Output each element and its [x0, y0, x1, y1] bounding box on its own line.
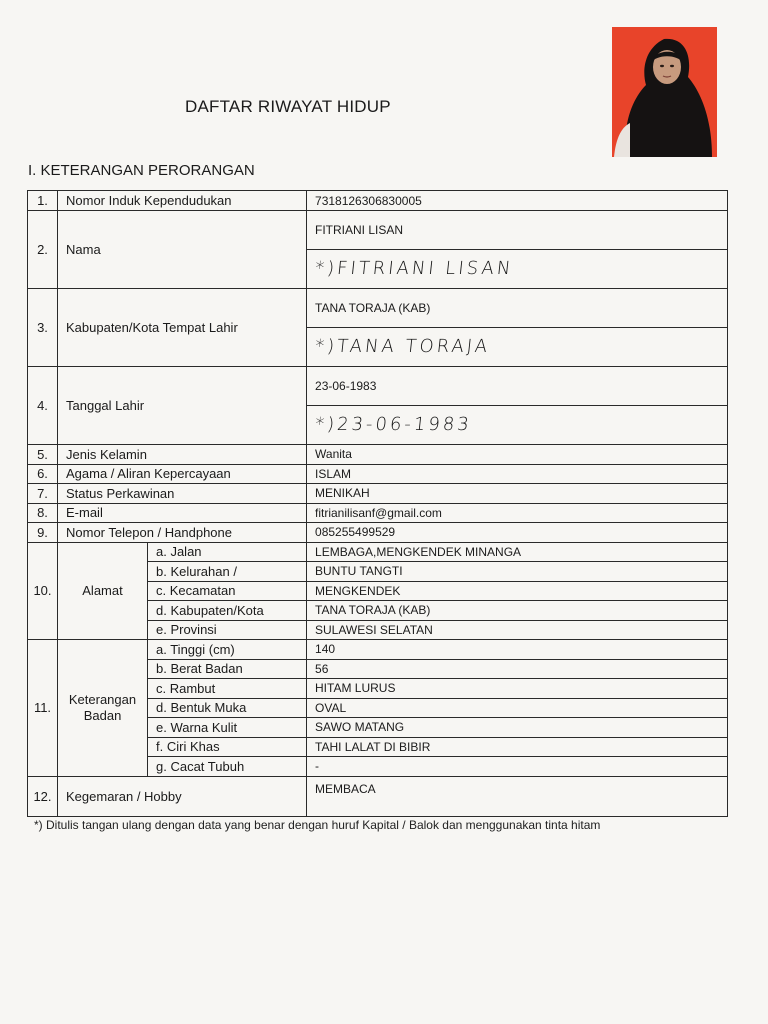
- field-label-telepon: Nomor Telepon / Handphone: [58, 523, 307, 543]
- row-number: 6.: [28, 464, 58, 484]
- field-value-agama: ISLAM: [307, 464, 728, 484]
- field-label-tempat-lahir: Kabupaten/Kota Tempat Lahir: [58, 289, 307, 367]
- sub-label-kabupaten: d. Kabupaten/Kota: [148, 601, 307, 621]
- profile-photo: [612, 27, 717, 157]
- row-number: 8.: [28, 503, 58, 523]
- field-value-nik: 7318126306830005: [307, 191, 728, 211]
- sub-label-kelurahan: b. Kelurahan /: [148, 562, 307, 582]
- row-email: [28, 503, 728, 523]
- row-hobby: [28, 776, 728, 816]
- field-value-tanggal-lahir: 23-06-1983: [307, 367, 728, 406]
- field-value-telepon: 085255499529: [307, 523, 728, 543]
- sub-label-ciri-khas: f. Ciri Khas: [148, 737, 307, 757]
- sub-label-jalan: a. Jalan: [148, 542, 307, 562]
- row-status-perkawinan: [28, 484, 728, 504]
- row-number: 9.: [28, 523, 58, 543]
- field-value-email: fitrianilisanf@gmail.com: [307, 503, 728, 523]
- sub-value-berat: 56: [307, 659, 728, 679]
- field-value-status-perkawinan: MENIKAH: [307, 484, 728, 504]
- sub-label-rambut: c. Rambut: [148, 679, 307, 699]
- row-agama: [28, 464, 728, 484]
- field-label-status-perkawinan: Status Perkawinan: [58, 484, 307, 504]
- row-number: 4.: [28, 367, 58, 445]
- person-silhouette-icon: [612, 27, 717, 157]
- row-number: 12.: [28, 776, 58, 816]
- sub-value-bentuk-muka: OVAL: [307, 698, 728, 718]
- row-number: 10.: [28, 542, 58, 640]
- sub-label-tinggi: a. Tinggi (cm): [148, 640, 307, 660]
- footnote: *) Ditulis tangan ulang dengan data yang benar dengan huruf Kapital / Balok dan menggunakan tinta hitam: [34, 818, 601, 832]
- row-number: 3.: [28, 289, 58, 367]
- field-value-hobby: MEMBACA: [307, 776, 728, 816]
- label-line: Keterangan: [68, 692, 137, 708]
- sub-value-tinggi: 140: [307, 640, 728, 660]
- sub-value-kecamatan: MENGKENDEK: [307, 581, 728, 601]
- row-nik: [28, 191, 728, 211]
- row-telepon: [28, 523, 728, 543]
- handwritten-tanggal-lahir: *)23-06-1983: [307, 406, 728, 445]
- row-keterangan-badan: [28, 640, 728, 660]
- row-number: 7.: [28, 484, 58, 504]
- sub-label-bentuk-muka: d. Bentuk Muka: [148, 698, 307, 718]
- field-value-tempat-lahir: TANA TORAJA (KAB): [307, 289, 728, 328]
- row-number: 5.: [28, 445, 58, 465]
- handwritten-tempat-lahir: *)TANA TORAJA: [307, 328, 728, 367]
- field-label-hobby: Kegemaran / Hobby: [58, 776, 307, 816]
- sub-value-rambut: HITAM LURUS: [307, 679, 728, 699]
- row-number: 2.: [28, 211, 58, 289]
- sub-value-jalan: LEMBAGA,MENGKENDEK MINANGA: [307, 542, 728, 562]
- biodata-form: [27, 190, 728, 812]
- field-label-email: E-mail: [58, 503, 307, 523]
- page-title: DAFTAR RIWAYAT HIDUP: [185, 97, 391, 116]
- sub-value-ciri-khas: TAHI LALAT DI BIBIR: [307, 737, 728, 757]
- field-label-keterangan-badan: [58, 640, 148, 777]
- sub-label-provinsi: e. Provinsi: [148, 620, 307, 640]
- field-label-nama: Nama: [58, 211, 307, 289]
- sub-label-cacat-tubuh: g. Cacat Tubuh: [148, 757, 307, 777]
- sub-value-kabupaten: TANA TORAJA (KAB): [307, 601, 728, 621]
- sub-label-warna-kulit: e. Warna Kulit: [148, 718, 307, 738]
- sub-value-provinsi: SULAWESI SELATAN: [307, 620, 728, 640]
- field-label-jenis-kelamin: Jenis Kelamin: [58, 445, 307, 465]
- field-label-tanggal-lahir: Tanggal Lahir: [58, 367, 307, 445]
- row-tempat-lahir: [28, 289, 728, 328]
- row-number: 1.: [28, 191, 58, 211]
- sub-label-berat: b. Berat Badan: [148, 659, 307, 679]
- sub-value-kelurahan: BUNTU TANGTI: [307, 562, 728, 582]
- row-alamat: [28, 542, 728, 562]
- field-label-alamat: Alamat: [58, 542, 148, 640]
- row-tanggal-lahir: [28, 367, 728, 406]
- field-value-nama: FITRIANI LISAN: [307, 211, 728, 250]
- sub-value-warna-kulit: SAWO MATANG: [307, 718, 728, 738]
- sub-label-kecamatan: c. Kecamatan: [148, 581, 307, 601]
- row-nama: [28, 211, 728, 250]
- label-line: Badan: [83, 707, 122, 723]
- row-jenis-kelamin: [28, 445, 728, 465]
- handwritten-nama: *)FITRIANI LISAN: [307, 250, 728, 289]
- section-heading: I. KETERANGAN PERORANGAN: [28, 162, 255, 179]
- field-value-jenis-kelamin: Wanita: [307, 445, 728, 465]
- field-label-agama: Agama / Aliran Kepercayaan: [58, 464, 307, 484]
- sub-value-cacat-tubuh: -: [307, 757, 728, 777]
- row-number: 11.: [28, 640, 58, 777]
- field-label-nik: Nomor Induk Kependudukan: [58, 191, 307, 211]
